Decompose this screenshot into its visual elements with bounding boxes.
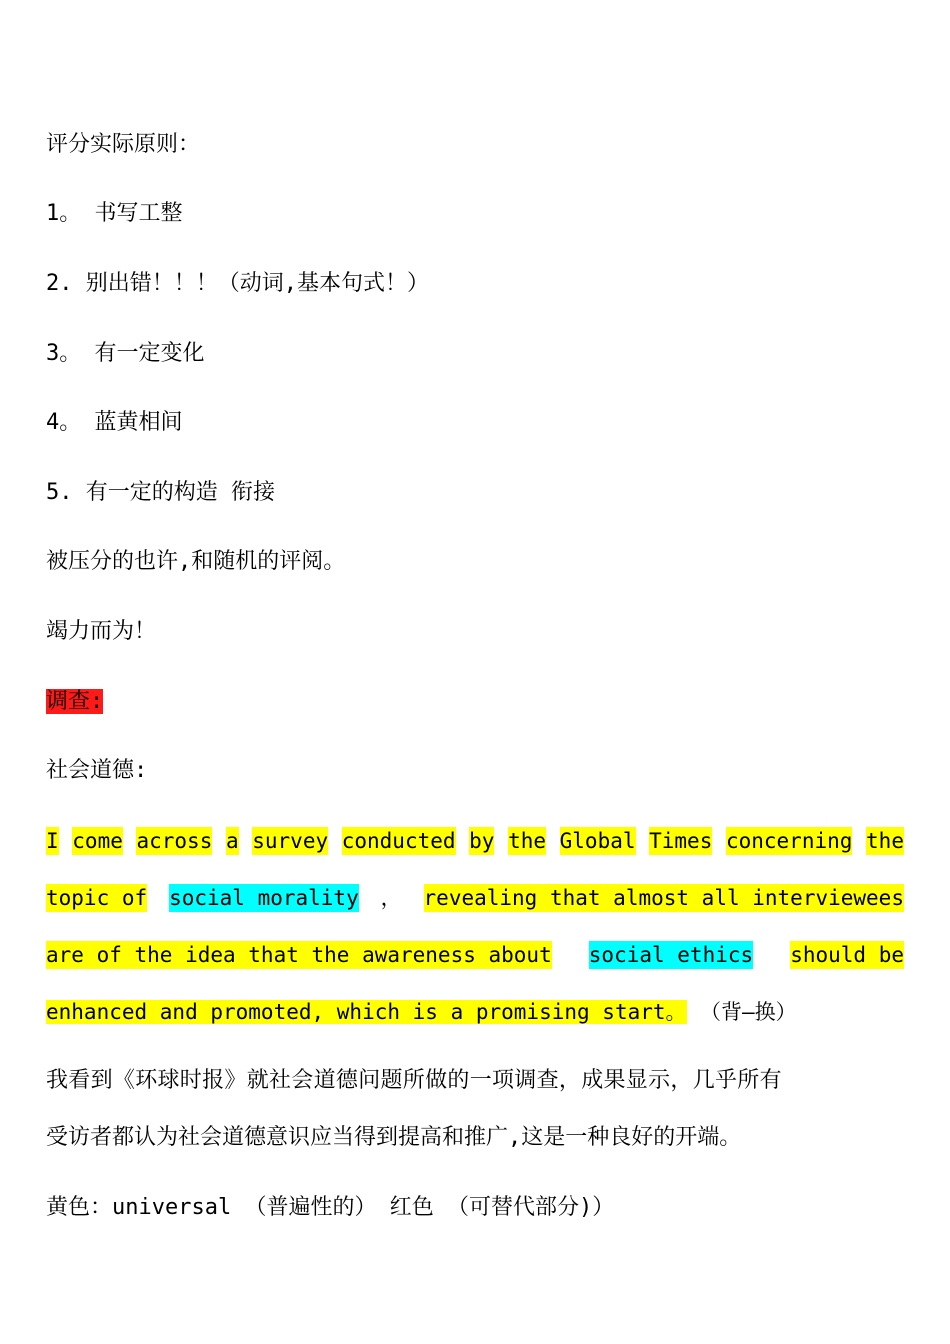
recite-note: （背—换） [710,1000,797,1024]
english-word: by [469,829,495,853]
principle-item: 1。 书写工整 [46,201,183,226]
english-word: survey [252,829,329,853]
note-effort: 竭力而为！ [46,619,157,644]
chinese-translation-2: 受访者都认为社会道德意识应当得到提高和推广,这是一种良好的开端。 [46,1125,742,1150]
english-line-1 [46,827,904,855]
survey-label-line [46,688,103,716]
english-word: Global [559,829,636,853]
english-word: the [866,829,904,853]
highlight-term-social-ethics: social ethics [588,943,754,967]
english-fragment: should be [790,943,904,967]
principle-item: 3。 有一定变化 [46,341,205,366]
principles-heading: 评分实际原则： [46,132,201,157]
english-comma: ， [380,886,402,910]
english-word: concerning [725,829,853,853]
principle-item: 5. 有一定的构造 衔接 [46,480,275,505]
principle-item: 4。 蓝黄相间 [46,410,183,435]
english-word: the [508,829,547,853]
english-line-4 [46,998,797,1026]
english-line-2 [46,884,904,912]
principle-item: 2. 别出错！！！（动词,基本句式！） [46,271,429,296]
survey-topic: 社会道德: [46,758,148,783]
note-compression: 被压分的也许,和随机的评阅。 [46,549,346,574]
color-legend: 黄色：universal （普遍性的） 红色 （可替代部分)） [46,1195,615,1220]
english-word: across [136,829,213,853]
english-fragment: are of the idea that the awareness about [46,943,552,967]
english-fragment: revealing that almost all interviewees [423,886,904,910]
highlight-term-social-morality: social morality [169,886,359,910]
english-line-3 [46,941,904,969]
english-word: Times [649,829,713,853]
english-word: a [225,829,239,853]
english-fragment: topic of [46,886,148,910]
english-word: I [46,829,59,853]
english-fragment: enhanced and promoted, which is a promising start。 [46,1000,687,1024]
survey-label: 调查: [46,689,104,714]
chinese-translation-1: 我看到《环球时报》就社会道德问题所做的一项调查，成果显示，几乎所有 [46,1068,782,1093]
english-word: conducted [341,829,456,853]
english-word: come [72,829,123,853]
